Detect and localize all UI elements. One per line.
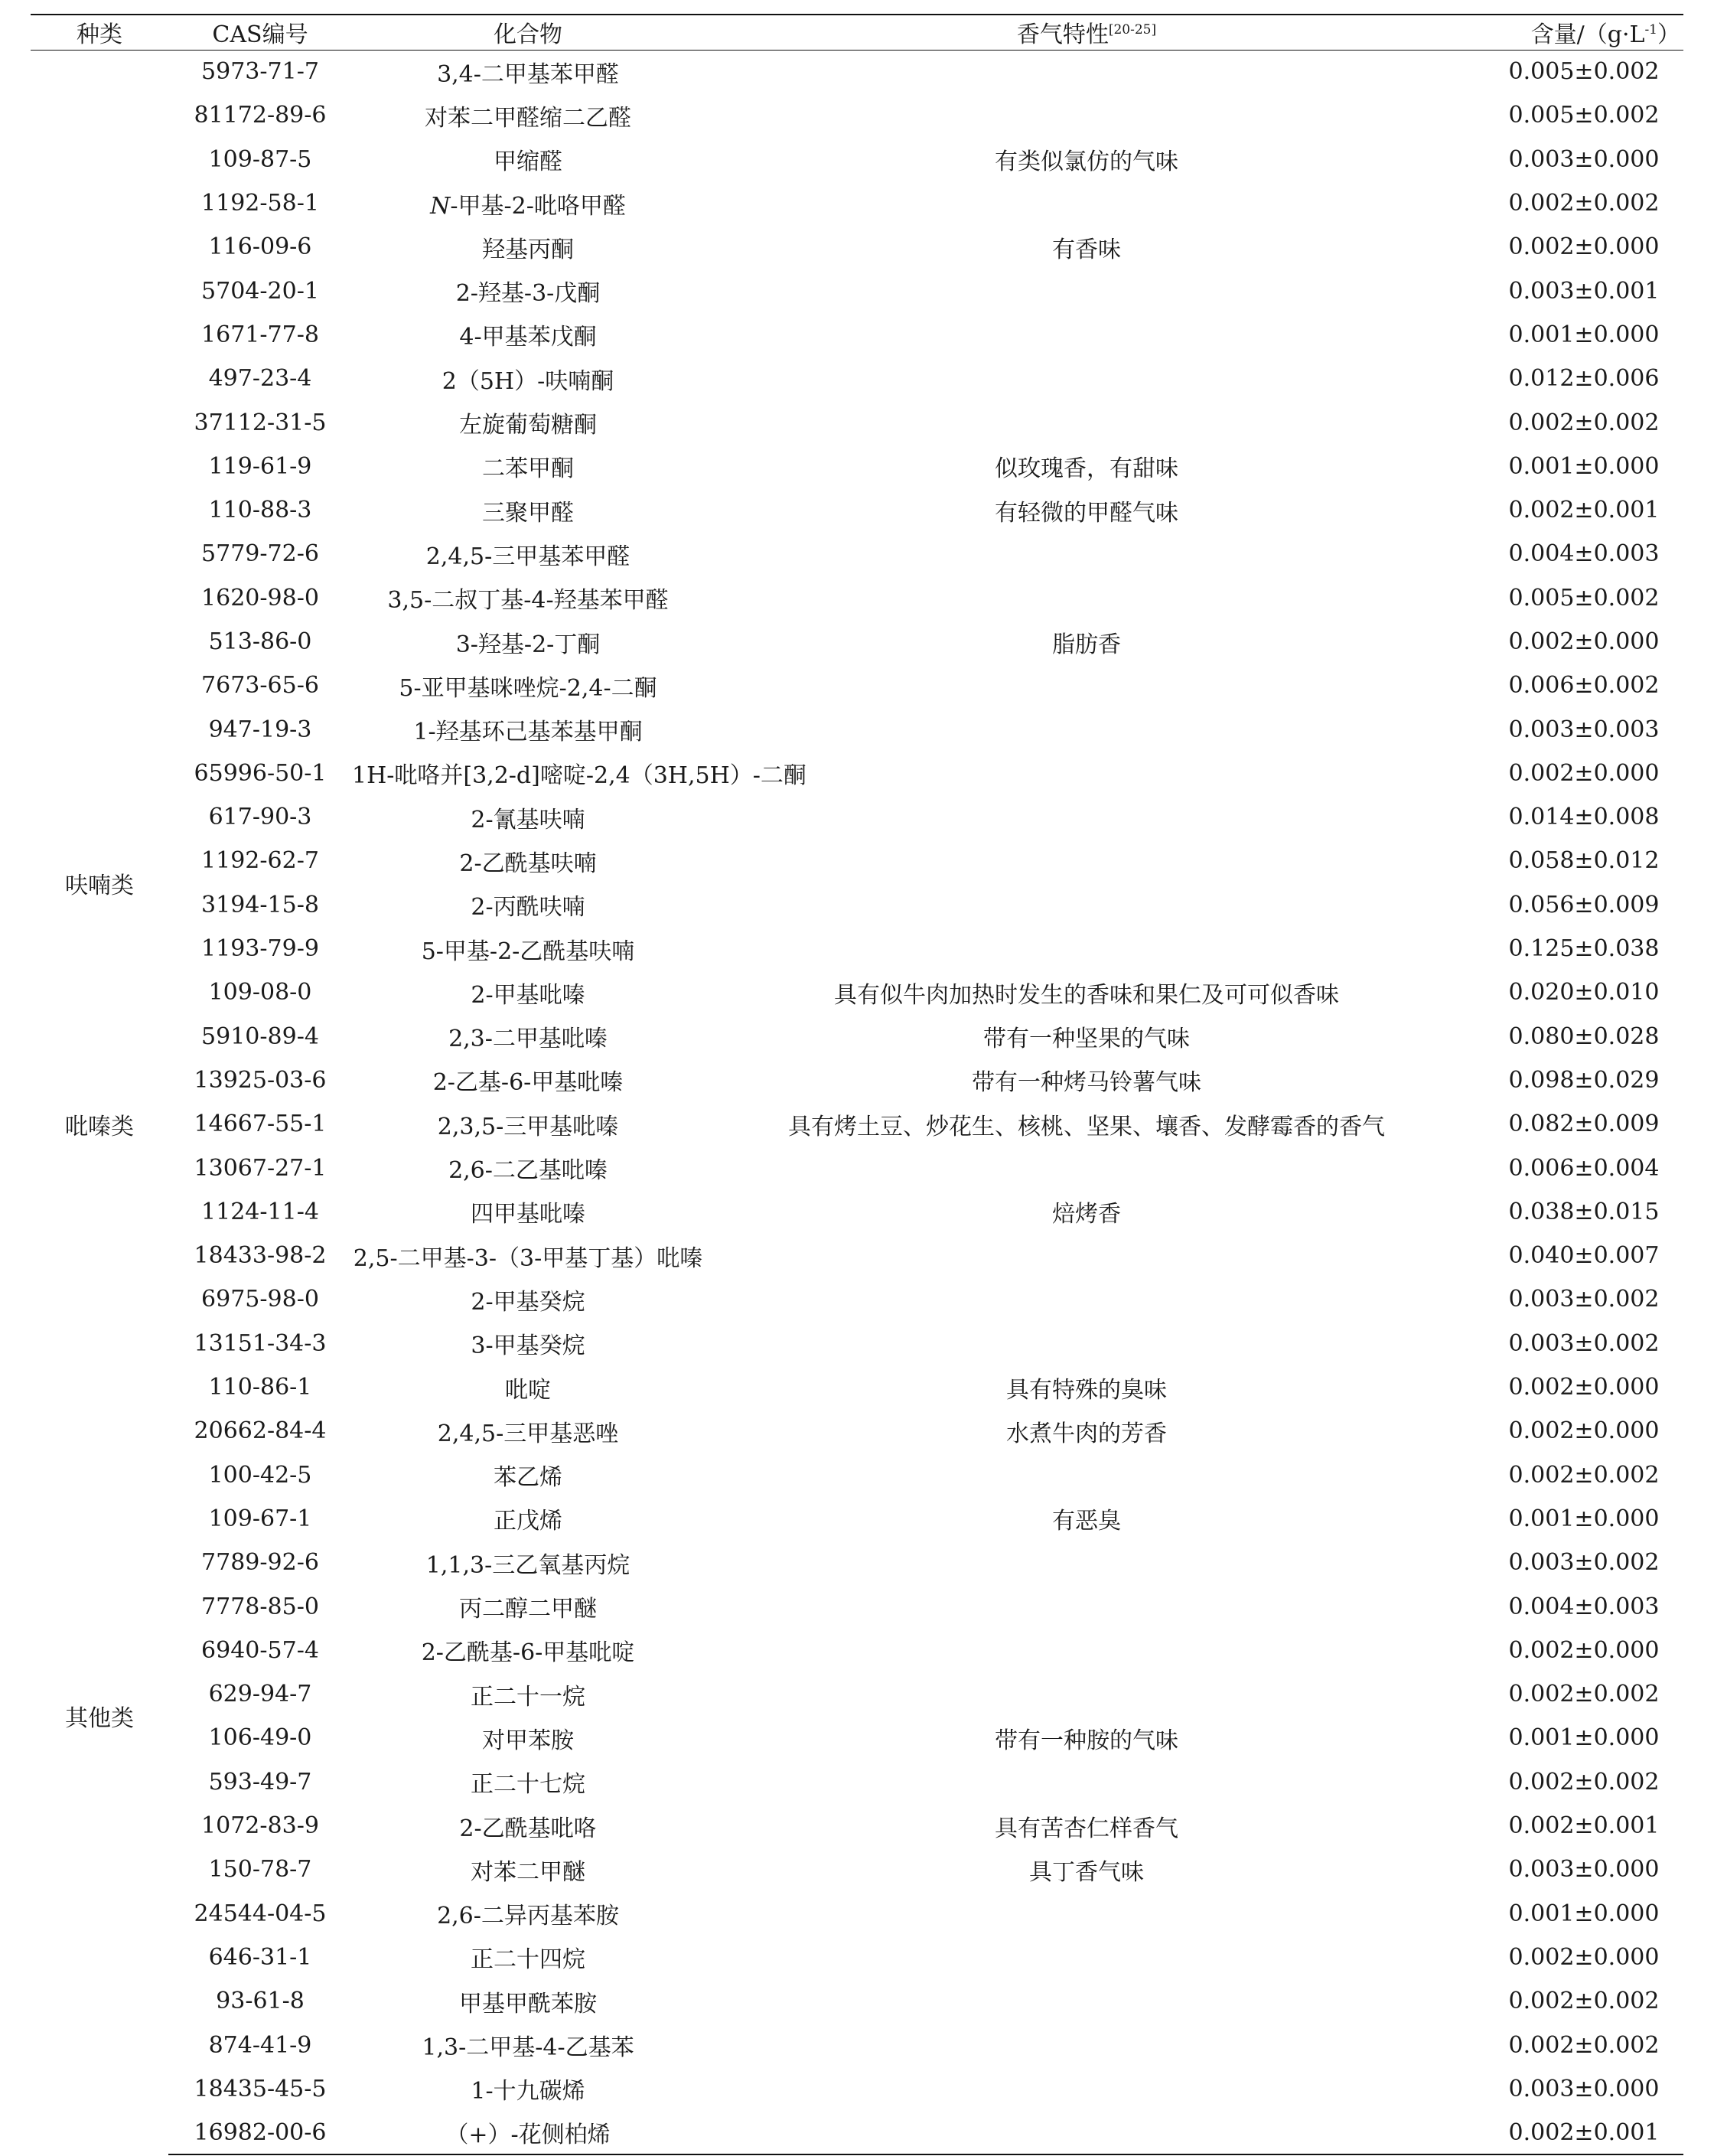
content-cell: 0.002±0.001 <box>1508 497 1660 524</box>
aroma-cell <box>704 2023 1469 2066</box>
header-content <box>1469 15 1683 50</box>
header-compound: 化合物 <box>352 15 704 50</box>
content-cell: 0.038±0.015 <box>1508 1198 1660 1225</box>
content-cell: 0.003±0.001 <box>1508 277 1660 305</box>
cas-cell: 37112-31-5 <box>194 409 327 436</box>
compound-cell: 2,3-二甲基吡嗪 <box>448 1026 608 1053</box>
compound-cell: 丙二醇二甲醚 <box>459 1596 597 1623</box>
category-cell: 呋喃类 <box>65 872 134 899</box>
aroma-cell: 焙烤香 <box>1052 1201 1121 1228</box>
content-cell: 0.002±0.000 <box>1508 1417 1660 1445</box>
content-cell: 0.005±0.002 <box>1508 58 1660 86</box>
compound-cell: 3-甲基癸烷 <box>471 1332 585 1360</box>
table-row <box>31 970 1683 1014</box>
table-row <box>31 927 1683 970</box>
cas-cell: 7778-85-0 <box>201 1593 319 1620</box>
table-row <box>31 1979 1683 2023</box>
cas-cell: 24544-04-5 <box>194 1900 327 1927</box>
cas-cell: 18433-98-2 <box>194 1242 327 1270</box>
table-row <box>31 1322 1683 1365</box>
cas-cell: 110-88-3 <box>208 497 312 524</box>
aroma-cell <box>704 93 1469 137</box>
compound-cell: 正戊烯 <box>494 1508 562 1535</box>
table-row <box>31 795 1683 839</box>
content-cell: 0.001±0.000 <box>1508 452 1660 480</box>
cas-cell: 116-09-6 <box>208 233 312 261</box>
table-row <box>31 1804 1683 1848</box>
table-row <box>31 50 1683 93</box>
content-cell: 0.002±0.000 <box>1508 1943 1660 1971</box>
header-content-close: ） <box>1657 21 1680 49</box>
compound-cell: 3,4-二甲基苯甲醛 <box>437 60 619 88</box>
aroma-cell <box>704 1234 1469 1277</box>
cas-cell: 1072-83-9 <box>201 1812 319 1840</box>
cas-cell: 18435-45-5 <box>194 2075 327 2102</box>
content-cell: 0.002±0.000 <box>1508 759 1660 787</box>
compound-cell: 吡啶 <box>505 1376 551 1404</box>
nitrogen-locant: N <box>430 192 451 220</box>
compound-cell: 2,4,5-三甲基苯甲醛 <box>425 543 631 570</box>
table-row <box>31 1584 1683 1628</box>
table-row <box>31 532 1683 576</box>
aroma-cell <box>704 1146 1469 1189</box>
cas-cell: 109-67-1 <box>208 1505 312 1532</box>
cas-cell: 109-08-0 <box>208 979 312 1006</box>
compound-cell: 2-乙酰基呋喃 <box>459 850 597 877</box>
cas-cell: 1192-62-7 <box>201 847 319 875</box>
content-cell: 0.080±0.028 <box>1508 1023 1660 1050</box>
content-cell: 0.002±0.002 <box>1508 409 1660 436</box>
cas-cell: 110-86-1 <box>208 1374 312 1401</box>
table-row <box>31 1848 1683 1891</box>
cas-cell: 93-61-8 <box>216 1988 305 2015</box>
cas-cell: 646-31-1 <box>208 1943 312 1971</box>
aroma-cell <box>704 2111 1469 2154</box>
aroma-cell <box>704 1672 1469 1716</box>
aroma-cell <box>704 1453 1469 1497</box>
compound-cell: 二苯甲酮 <box>482 455 574 483</box>
aroma-cell: 带有一种烤马铃薯气味 <box>972 1069 1201 1097</box>
content-cell: 0.002±0.002 <box>1508 1681 1660 1708</box>
content-cell: 0.001±0.000 <box>1508 1724 1660 1752</box>
compound-cell: 对苯二甲醚 <box>471 1858 585 1886</box>
table-row <box>31 138 1683 181</box>
compound-cell: 对苯二甲醛缩二乙醛 <box>425 104 631 132</box>
cas-cell: 13151-34-3 <box>194 1329 327 1357</box>
content-cell: 0.003±0.000 <box>1508 145 1660 173</box>
cas-cell: 6940-57-4 <box>201 1636 319 1664</box>
aroma-cell: 具有苦杏仁样香气 <box>995 1815 1178 1842</box>
content-cell: 0.003±0.002 <box>1508 1286 1660 1313</box>
cas-cell: 5704-20-1 <box>201 277 319 305</box>
aroma-cell: 有恶臭 <box>1052 1508 1121 1535</box>
table-row <box>31 2111 1683 2154</box>
aroma-cell <box>704 1760 1469 1804</box>
content-cell: 0.004±0.003 <box>1508 540 1660 568</box>
aroma-cell: 具有特殊的臭味 <box>1006 1376 1167 1404</box>
compound-cell: 1H-吡咯并[3,2-d]嘧啶-2,4（3H,5H）-二酮 <box>352 762 806 790</box>
content-cell: 0.125±0.038 <box>1508 935 1660 963</box>
compound-cell: 2-乙酰基-6-甲基吡啶 <box>421 1639 635 1667</box>
aroma-cell: 带有一种胺的气味 <box>995 1727 1178 1754</box>
aroma-cell <box>704 181 1469 225</box>
aroma-cell: 有香味 <box>1052 236 1121 263</box>
compound-cell: 四甲基吡嗪 <box>471 1201 585 1228</box>
cas-cell: 5779-72-6 <box>201 540 319 568</box>
category-cell: 吡嗪类 <box>65 1113 134 1140</box>
compound-cell: 2-乙基-6-甲基吡嗪 <box>432 1069 624 1097</box>
content-cell: 0.098±0.029 <box>1508 1066 1660 1094</box>
cas-cell: 7673-65-6 <box>201 672 319 700</box>
table-row <box>31 1716 1683 1760</box>
compound-cell: 正二十一烷 <box>471 1683 585 1711</box>
compound-cell: 2-甲基吡嗪 <box>471 981 585 1009</box>
header-content-label: 含量/（g·L <box>1530 21 1645 49</box>
header-category: 种类 <box>31 15 168 50</box>
volatile-compound-table <box>31 14 1683 2155</box>
aroma-cell <box>704 50 1469 93</box>
content-cell: 0.006±0.002 <box>1508 672 1660 700</box>
aroma-cell: 具有烤土豆、炒花生、核桃、坚果、壤香、发酵霉香的香气 <box>788 1113 1385 1140</box>
cas-cell: 1620-98-0 <box>201 584 319 612</box>
category-cell <box>31 50 168 795</box>
compound-cell: 5-亚甲基咪唑烷-2,4-二酮 <box>399 674 657 702</box>
aroma-cell: 具丁香气味 <box>1029 1858 1144 1886</box>
compound-cell: 羟基丙酮 <box>482 236 574 263</box>
cas-cell: 119-61-9 <box>208 452 312 480</box>
compound-cell: 2,3,5-三甲基吡嗪 <box>437 1113 619 1140</box>
table-row <box>31 488 1683 532</box>
table-row <box>31 1058 1683 1102</box>
table-row <box>31 576 1683 620</box>
aroma-cell <box>704 269 1469 312</box>
content-cell: 0.082±0.009 <box>1508 1111 1660 1138</box>
aroma-cell <box>704 1541 1469 1584</box>
compound-table-container <box>31 14 1683 2155</box>
compound-cell: 2-羟基-3-戊酮 <box>455 280 601 308</box>
cas-cell: 106-49-0 <box>208 1724 312 1752</box>
content-cell: 0.001±0.000 <box>1508 1505 1660 1532</box>
content-cell: 0.058±0.012 <box>1508 847 1660 875</box>
compound-cell: 3,5-二叔丁基-4-羟基苯甲醛 <box>387 587 669 615</box>
aroma-cell <box>704 1936 1469 1979</box>
cas-cell: 617-90-3 <box>208 804 312 831</box>
compound-cell: 三聚甲醛 <box>482 499 574 527</box>
compound-cell: 苯乙烯 <box>494 1464 562 1492</box>
table-row <box>31 1672 1683 1716</box>
cas-cell: 100-42-5 <box>208 1461 312 1489</box>
compound-cell: 2,5-二甲基-3-（3-甲基丁基）吡嗪 <box>353 1244 703 1272</box>
cas-cell: 109-87-5 <box>208 145 312 173</box>
content-cell: 0.002±0.000 <box>1508 233 1660 261</box>
content-cell: 0.001±0.000 <box>1508 321 1660 348</box>
cas-cell: 5910-89-4 <box>201 1023 319 1050</box>
compound-cell: 对甲苯胺 <box>482 1727 574 1754</box>
table-row <box>31 1365 1683 1409</box>
aroma-cell <box>704 313 1469 357</box>
cas-cell: 629-94-7 <box>208 1681 312 1708</box>
compound-cell: 正二十七烷 <box>471 1771 585 1799</box>
table-row <box>31 1234 1683 1277</box>
compound-cell: 2,6-二乙基吡嗪 <box>448 1157 608 1185</box>
table-row <box>31 181 1683 225</box>
table-row <box>31 1409 1683 1453</box>
header-aroma-reference: [20-25] <box>1108 22 1157 38</box>
cas-cell: 6975-98-0 <box>201 1286 319 1313</box>
table-row <box>31 1497 1683 1541</box>
table-row <box>31 664 1683 707</box>
compound-cell: 5-甲基-2-乙酰基呋喃 <box>421 938 635 965</box>
compound-cell: （+）-花侧柏烯 <box>352 2111 704 2154</box>
aroma-cell: 具有似牛肉加热时发生的香味和果仁及可可似香味 <box>834 981 1339 1009</box>
cas-cell: 150-78-7 <box>208 1856 312 1884</box>
compound-cell: 2（5H）-呋喃酮 <box>442 367 614 395</box>
table-row <box>31 225 1683 269</box>
aroma-cell <box>704 576 1469 620</box>
aroma-cell <box>704 752 1469 795</box>
table-row <box>31 883 1683 927</box>
content-cell: 0.002±0.002 <box>1508 2031 1660 2059</box>
content-cell: 0.020±0.010 <box>1508 979 1660 1006</box>
compound-cell: N-甲基-2-吡咯甲醛 <box>430 192 626 220</box>
table-row <box>31 1629 1683 1672</box>
table-row <box>31 707 1683 751</box>
content-cell: 0.006±0.004 <box>1508 1154 1660 1182</box>
content-cell: 0.003±0.002 <box>1508 1329 1660 1357</box>
content-cell: 0.005±0.002 <box>1508 584 1660 612</box>
content-cell: 0.002±0.000 <box>1508 1636 1660 1664</box>
compound-cell: 2-乙酰基吡咯 <box>459 1815 597 1842</box>
table-header <box>31 15 1683 50</box>
aroma-cell <box>704 1979 1469 2023</box>
aroma-cell <box>704 839 1469 882</box>
table-row <box>31 1936 1683 1979</box>
table-body <box>31 50 1683 2154</box>
compound-cell: 3-羟基-2-丁酮 <box>455 631 601 658</box>
content-cell: 0.056±0.009 <box>1508 891 1660 918</box>
compound-cell: 正二十四烷 <box>471 1946 585 1974</box>
aroma-cell <box>704 1584 1469 1628</box>
cas-cell: 5973-71-7 <box>201 58 319 86</box>
cas-cell: 1193-79-9 <box>201 935 319 963</box>
compound-cell: 2-氰基呋喃 <box>471 806 585 833</box>
aroma-cell <box>704 1629 1469 1672</box>
table-row <box>31 620 1683 664</box>
cas-cell: 947-19-3 <box>208 716 312 743</box>
content-cell: 0.002±0.001 <box>1508 1812 1660 1840</box>
table-row <box>31 1102 1683 1146</box>
aroma-cell <box>704 1891 1469 1935</box>
table-row <box>31 1760 1683 1804</box>
cas-cell: 13925-03-6 <box>194 1066 327 1094</box>
table-row <box>31 357 1683 400</box>
table-row <box>31 1891 1683 1935</box>
aroma-cell <box>704 1322 1469 1365</box>
aroma-cell <box>704 883 1469 927</box>
header-row <box>31 15 1683 50</box>
content-cell: 0.005±0.002 <box>1508 102 1660 129</box>
compound-cell: 2,6-二异丙基苯胺 <box>437 1903 619 1930</box>
table-row <box>31 1541 1683 1584</box>
cas-cell: 20662-84-4 <box>194 1417 327 1445</box>
compound-cell: 2-丙酰呋喃 <box>471 894 585 921</box>
table-row <box>31 1190 1683 1234</box>
content-cell: 0.014±0.008 <box>1508 804 1660 831</box>
cas-cell: 1192-58-1 <box>201 190 319 217</box>
cas-cell: 7789-92-6 <box>201 1549 319 1577</box>
compound-cell: 1,1,3-三乙氧基丙烷 <box>425 1551 631 1579</box>
aroma-cell: 有类似氯仿的气味 <box>995 148 1178 176</box>
content-cell: 0.002±0.002 <box>1508 1461 1660 1489</box>
content-cell: 0.003±0.000 <box>1508 1856 1660 1884</box>
table-row <box>31 1146 1683 1189</box>
content-cell: 0.040±0.007 <box>1508 1242 1660 1270</box>
header-cas: CAS编号 <box>168 15 352 50</box>
header-content-unit-exponent: -1 <box>1644 22 1657 38</box>
aroma-cell <box>704 664 1469 707</box>
content-cell: 0.012±0.006 <box>1508 365 1660 393</box>
content-cell: 0.003±0.002 <box>1508 1549 1660 1577</box>
content-cell: 0.004±0.003 <box>1508 1593 1660 1620</box>
cas-cell: 1671-77-8 <box>201 321 319 348</box>
table-row <box>31 93 1683 137</box>
compound-cell: 1-十九碳烯 <box>471 2078 585 2105</box>
aroma-cell <box>704 1277 1469 1321</box>
cas-cell: 874-41-9 <box>208 2031 312 2059</box>
aroma-cell <box>704 532 1469 576</box>
compound-cell: 2-甲基癸烷 <box>471 1288 585 1316</box>
category-cell: 其他类 <box>65 1705 134 1733</box>
table-row <box>31 1453 1683 1497</box>
content-cell: 0.002±0.000 <box>1508 1374 1660 1401</box>
aroma-cell <box>704 400 1469 444</box>
content-cell: 0.002±0.002 <box>1508 1988 1660 2015</box>
content-cell: 0.002±0.002 <box>1508 190 1660 217</box>
aroma-cell: 带有一种坚果的气味 <box>983 1026 1190 1053</box>
header-aroma-label: 香气特性 <box>1016 21 1109 49</box>
header-aroma <box>704 15 1469 50</box>
aroma-cell: 水煮牛肉的芳香 <box>1006 1420 1167 1447</box>
table-row <box>31 2067 1683 2111</box>
cas-cell: 593-49-7 <box>208 1768 312 1796</box>
aroma-cell <box>704 927 1469 970</box>
aroma-cell: 有轻微的甲醛气味 <box>995 499 1178 527</box>
compound-cell: 甲基甲酰苯胺 <box>459 1990 597 2017</box>
compound-cell: 1,3-二甲基-4-乙基苯 <box>422 2034 634 2061</box>
cas-cell: 513-86-0 <box>208 628 312 655</box>
table-row <box>31 839 1683 882</box>
cas-cell: 13067-27-1 <box>194 1154 327 1182</box>
table-row <box>31 1015 1683 1058</box>
content-cell: 0.002±0.002 <box>1508 1768 1660 1796</box>
table-row <box>31 269 1683 312</box>
content-cell: 0.002±0.001 <box>1469 2111 1683 2154</box>
table-row <box>31 400 1683 444</box>
compound-cell: 4-甲基苯戊酮 <box>459 324 597 351</box>
table-row <box>31 445 1683 488</box>
cas-cell: 3194-15-8 <box>201 891 319 918</box>
cas-cell: 1124-11-4 <box>201 1198 319 1225</box>
aroma-cell: 脂肪香 <box>1052 631 1121 658</box>
compound-cell: 甲缩醛 <box>494 148 562 176</box>
aroma-cell <box>704 707 1469 751</box>
aroma-cell: 似玫瑰香，有甜味 <box>995 455 1178 483</box>
cas-cell: 497-23-4 <box>208 365 312 393</box>
compound-cell: 左旋葡萄糖酮 <box>459 412 597 439</box>
aroma-cell <box>704 357 1469 400</box>
content-cell: 0.003±0.003 <box>1508 716 1660 743</box>
content-cell: 0.003±0.000 <box>1508 2075 1660 2102</box>
cas-cell: 65996-50-1 <box>194 759 327 787</box>
table-row <box>31 1277 1683 1321</box>
compound-cell: 1-羟基环己基苯基甲酮 <box>413 719 643 746</box>
cas-cell: 16982-00-6 <box>168 2111 352 2154</box>
table-row <box>31 752 1683 795</box>
aroma-cell <box>704 2067 1469 2111</box>
compound-cell: 2,4,5-三甲基恶唑 <box>437 1420 619 1447</box>
table-row <box>31 313 1683 357</box>
aroma-cell <box>704 795 1469 839</box>
content-cell: 0.002±0.000 <box>1508 628 1660 655</box>
cas-cell: 14667-55-1 <box>194 1111 327 1138</box>
table-row <box>31 2023 1683 2066</box>
content-cell: 0.001±0.000 <box>1508 1900 1660 1927</box>
cas-cell: 81172-89-6 <box>194 102 327 129</box>
